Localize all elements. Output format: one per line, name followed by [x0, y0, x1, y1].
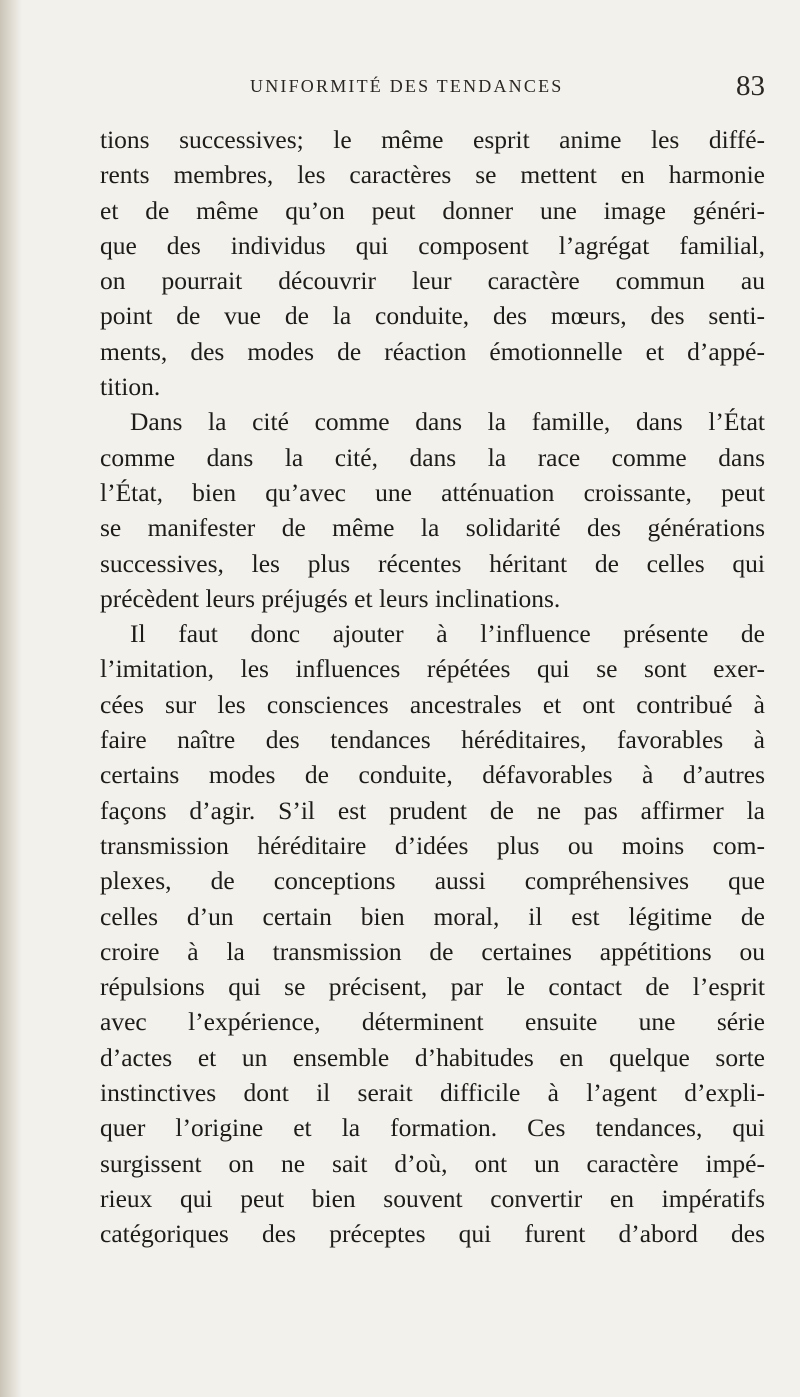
- page-number: 83: [736, 70, 765, 102]
- text-line: cées sur les consciences ancestrales et ont contribué à: [100, 689, 765, 719]
- text-line: plexes, de conceptions aussi compréhensives que: [100, 866, 765, 896]
- body-text: [100, 122, 765, 1252]
- text-line: ments, des modes de réaction émotionnelle et d’appé-: [100, 336, 765, 366]
- text-line: que des individus qui composent l’agrégat familial,: [100, 230, 765, 260]
- text-line: certains modes de conduite, défavorables à d’autres: [100, 760, 765, 790]
- text-line: instinctives dont il serait difficile à l’agent d’expli-: [100, 1078, 765, 1108]
- text-line: transmission héréditaire d’idées plus ou moins com-: [100, 830, 765, 860]
- running-head: [100, 70, 765, 104]
- text-line: et de même qu’on peut donner une image généri-: [100, 195, 765, 225]
- text-line: rents membres, les caractères se mettent en harmonie: [100, 160, 765, 190]
- text-line: comme dans la cité, dans la race comme dans: [100, 442, 765, 472]
- text-line: d’actes et un ensemble d’habitudes en quelque sorte: [100, 1042, 765, 1072]
- text-line: tions successives; le même esprit anime les diffé-: [100, 125, 765, 154]
- text-line: on pourrait découvrir leur caractère commun au: [100, 266, 765, 296]
- text-line: celles d’un certain bien moral, il est légitime de: [100, 901, 765, 931]
- text-line: avec l’expérience, déterminent ensuite une série: [100, 1007, 765, 1037]
- text-line: rieux qui peut bien souvent convertir en impératifs: [100, 1183, 765, 1213]
- text-line: catégoriques des préceptes qui furent d’abord des: [100, 1219, 765, 1249]
- text-line: surgissent on ne sait d’où, ont un caractère impé-: [100, 1148, 765, 1178]
- text-line: point de vue de la conduite, des mœurs, des senti-: [100, 301, 765, 331]
- text-line: croire à la transmission de certaines appétitions ou: [100, 936, 765, 966]
- text-line: faire naître des tendances héréditaires, favorables à: [100, 725, 765, 755]
- text-line: précèdent leurs préjugés et leurs inclinations.: [100, 583, 561, 613]
- text-line: répulsions qui se précisent, par le contact de l’esprit: [100, 972, 765, 1002]
- paragraph-start-line: Il faut donc ajouter à l’influence présente de: [130, 619, 765, 649]
- text-line: l’imitation, les influences répétées qui se sont exer-: [100, 654, 765, 684]
- text-line: l’État, bien qu’avec une atténuation croissante, peut: [100, 477, 765, 507]
- text-line: façons d’agir. S’il est prudent de ne pas affirmer la: [100, 795, 765, 825]
- text-line: successives, les plus récentes héritant de celles qui: [100, 548, 765, 578]
- paragraph-start-line: Dans la cité comme dans la famille, dans l’État: [130, 407, 765, 437]
- text-line: tition.: [100, 372, 161, 402]
- text-line: se manifester de même la solidarité des générations: [100, 513, 765, 543]
- text-line: quer l’origine et la formation. Ces tendances, qui: [100, 1113, 765, 1143]
- running-title: UNIFORMITÉ DES TENDANCES: [250, 76, 564, 96]
